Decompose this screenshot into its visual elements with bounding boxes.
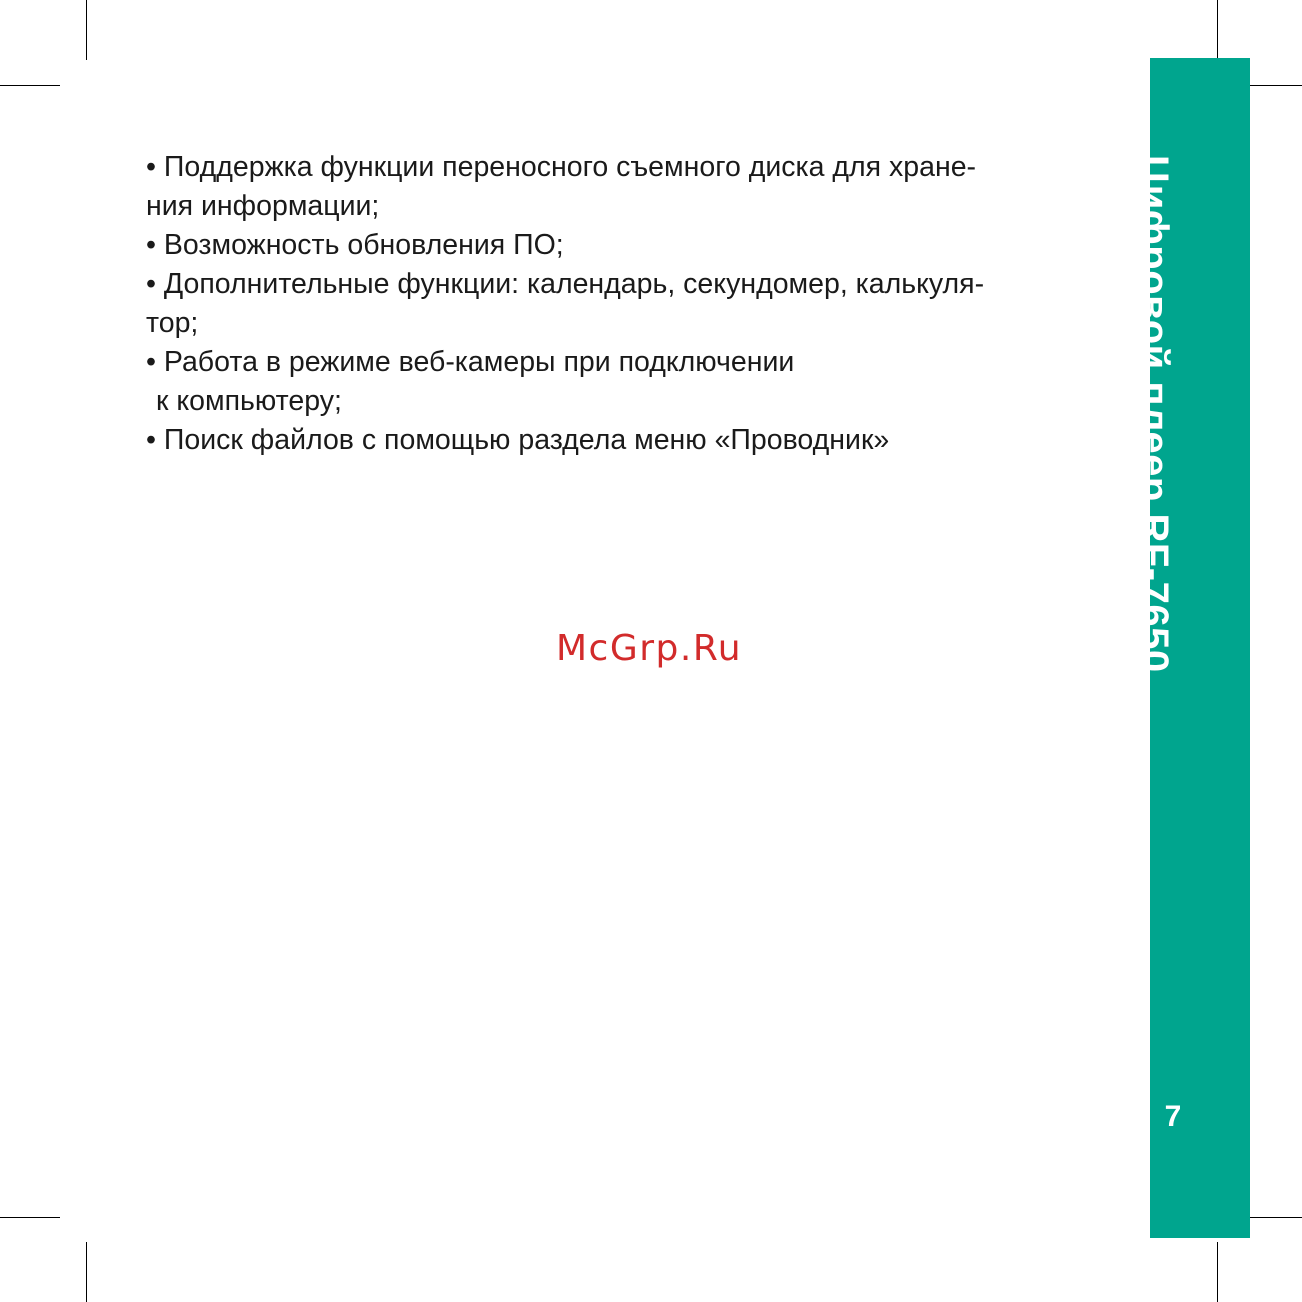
text-line: • Поддержка функции переносного съемного диска для хране- <box>146 151 977 183</box>
crop-mark-top-right-h <box>1242 85 1302 86</box>
feature-list <box>146 148 1121 460</box>
crop-mark-bottom-right-v <box>1217 1242 1218 1302</box>
crop-mark-bottom-right-h <box>1242 1217 1302 1218</box>
text-line: тор; <box>146 307 199 339</box>
text-line: ния информации; <box>146 190 380 222</box>
crop-mark-bottom-left-v <box>86 1242 87 1302</box>
text-line: • Возможность обновления ПО; <box>146 229 564 261</box>
page-number: 7 <box>1164 1100 1182 1133</box>
crop-mark-top-left-h <box>0 85 60 86</box>
crop-mark-bottom-left-h <box>0 1217 60 1218</box>
crop-mark-top-right-v <box>1217 0 1218 60</box>
text-line: к компьютеру; <box>156 385 342 417</box>
side-title: Цифровой плеер RF-7650 <box>1132 155 1176 673</box>
text-line: • Поиск файлов с помощью раздела меню «Проводник» <box>146 424 890 456</box>
text-line: • Дополнительные функции: календарь, секундомер, калькуля- <box>146 268 985 300</box>
watermark: McGrp.Ru <box>556 628 743 669</box>
text-line: • Работа в режиме веб-камеры при подключении <box>146 346 795 378</box>
crop-mark-top-left-v <box>86 0 87 60</box>
